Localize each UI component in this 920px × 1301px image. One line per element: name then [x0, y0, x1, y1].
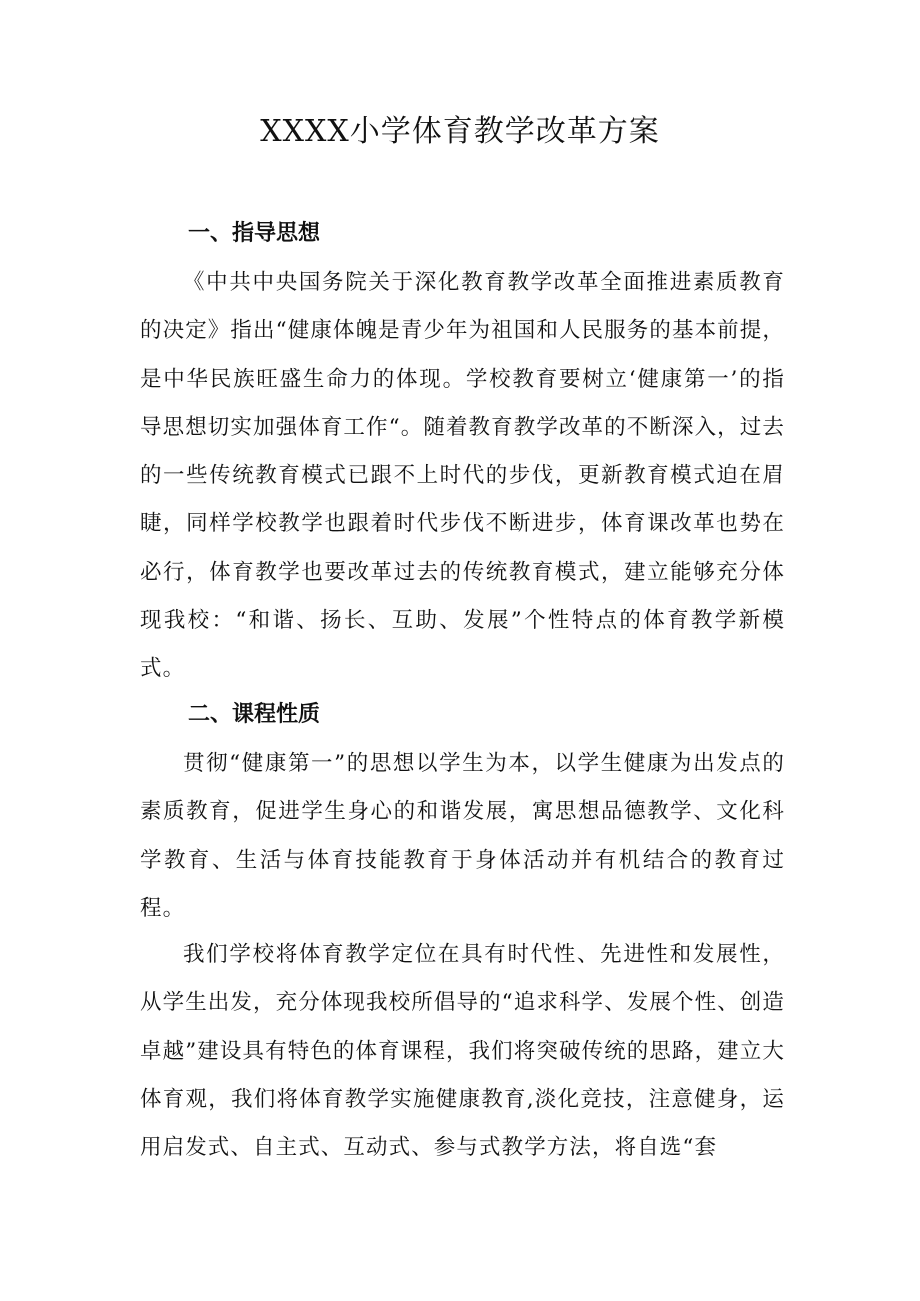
body-paragraph: 贯彻“健康第一”的思想以学生为本，以学生健康为出发点的素质教育，促进学生身心的和谐发展，寓思想品德教学、文化科学教育、生活与体育技能教育于身体活动并有机结合的教育过程。: [140, 751, 785, 921]
body-paragraph: 《中共中央国务院关于深化教育教学改革全面推进素质教育的决定》指出“健康体魄是青少年为祖国和人民服务的基本前提，是中华民族旺盛生命力的体现。学校教育要树立‘健康第一’的指导思想切实加强体育工作“。随着教育教学改革的不断深入，过去的一些传统教育模式已跟不上时代的步伐，更新教育模式迫在眉睫，同样学校教学也跟着时代步伐不断进步，体育课改革也势在必行，体育教学也要改革过去的传统教育模式，建立能够充分体现我校：“和谐、扬长、互助、发展”个性特点的体育教学新模式。: [140, 270, 785, 682]
document-title: XXXX小学体育教学改革方案: [260, 114, 660, 149]
section-heading-course-nature: 二、课程性质: [188, 702, 321, 727]
section-heading-guiding-ideology: 一、指导思想: [188, 221, 321, 246]
body-paragraph: 我们学校将体育教学定位在具有时代性、先进性和发展性，从学生出发，充分体现我校所倡导的“追求科学、发展个性、创造卓越”建设具有特色的体育课程，我们将突破传统的思路，建立大体育观，我们将体育教学实施健康教育,淡化竞技，注意健身，运用启发式、自主式、互动式、参与式教学方法，将自选“套: [140, 942, 785, 1161]
